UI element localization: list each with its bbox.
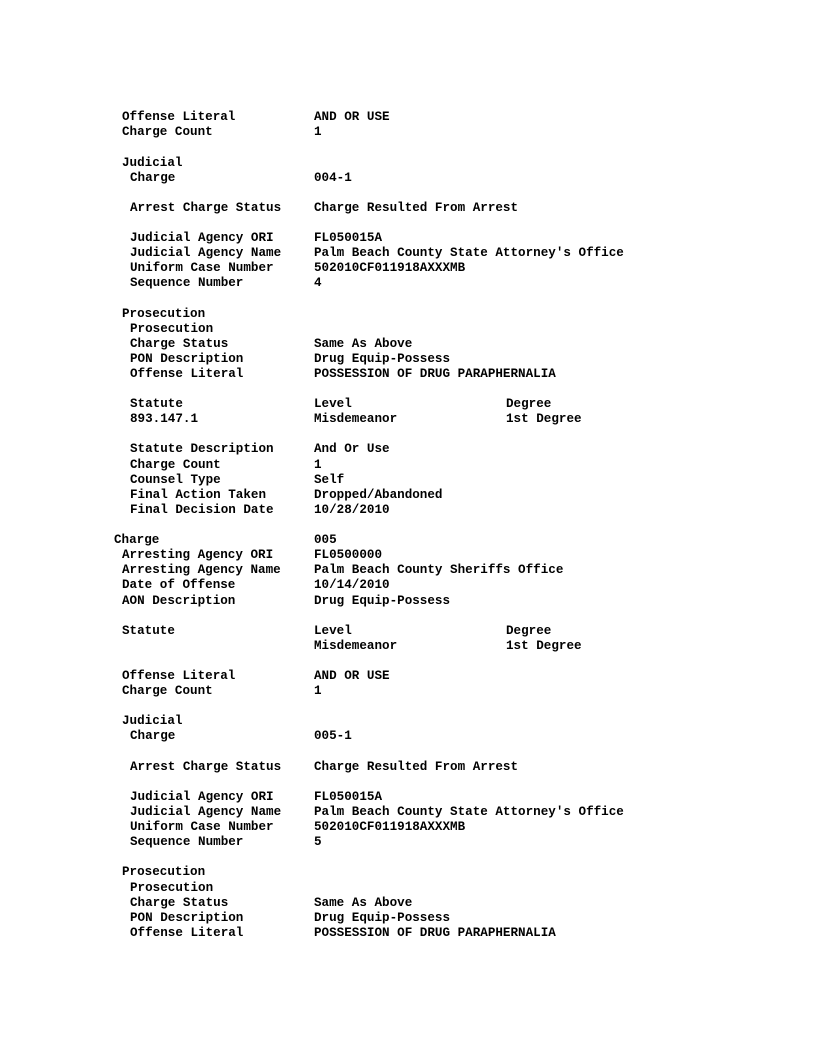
charge-005-offense-literal-value: AND OR USE — [314, 669, 390, 683]
charge-status-value: Same As Above — [314, 337, 413, 351]
charge-005-degree-value: 1st Degree — [506, 639, 582, 653]
charge-005-degree-label: Degree — [506, 624, 552, 638]
charge-005-prosecution-subheader: Prosecution — [130, 881, 214, 895]
prosecution-charge-count-label: Charge Count — [130, 458, 221, 472]
charge-005-value: 005 — [314, 533, 337, 547]
charge-005-judicial-charge-value: 005-1 — [314, 729, 352, 743]
final-decision-date-label: Final Decision Date — [130, 503, 274, 517]
judicial-agency-ori-value: FL050015A — [314, 231, 383, 245]
uniform-case-number-label: Uniform Case Number — [130, 261, 274, 275]
level-label: Level — [314, 397, 352, 411]
charge-005-judicial-agency-name-value: Palm Beach County State Attorney's Office — [314, 805, 624, 819]
final-action-taken-value: Dropped/Abandoned — [314, 488, 443, 502]
date-of-offense-value: 10/14/2010 — [314, 578, 390, 592]
prosecution-offense-literal-label: Offense Literal — [130, 367, 244, 381]
charge-005-prosecution-header: Prosecution — [122, 865, 206, 879]
charge-005-prosecution-offense-literal-label: Offense Literal — [130, 926, 244, 940]
arrest-charge-status-label: Arrest Charge Status — [130, 201, 282, 215]
charge-005-label: Charge — [114, 533, 160, 547]
prosecution-offense-literal-value: POSSESSION OF DRUG PARAPHERNALIA — [314, 367, 556, 381]
degree-value: 1st Degree — [506, 412, 582, 426]
degree-label: Degree — [506, 397, 552, 411]
statute-description-label: Statute Description — [130, 442, 274, 456]
charge-005-sequence-number-label: Sequence Number — [130, 835, 244, 849]
charge-005-arrest-charge-status-label: Arrest Charge Status — [130, 760, 282, 774]
charge-005-charge-count-value: 1 — [314, 684, 322, 698]
charge-005-judicial-agency-ori-label: Judicial Agency ORI — [130, 790, 274, 804]
charge-005-pon-description-label: PON Description — [130, 911, 244, 925]
aon-description-value: Drug Equip-Possess — [314, 594, 451, 608]
charge-005-charge-count-label: Charge Count — [122, 684, 213, 698]
charge-005-level-label: Level — [314, 624, 352, 638]
charge-status-label: Charge Status — [130, 337, 229, 351]
charge-005-uniform-case-number-value: 502010CF011918AXXXMB — [314, 820, 466, 834]
judicial-agency-name-value: Palm Beach County State Attorney's Office — [314, 246, 624, 260]
sequence-number-value: 4 — [314, 276, 322, 290]
arresting-agency-name-label: Arresting Agency Name — [122, 563, 281, 577]
pon-description-label: PON Description — [130, 352, 244, 366]
charge-count-label: Charge Count — [122, 125, 213, 139]
charge-005-prosecution-offense-literal-value: POSSESSION OF DRUG PARAPHERNALIA — [314, 926, 556, 940]
uniform-case-number-value: 502010CF011918AXXXMB — [314, 261, 466, 275]
charge-005-judicial-agency-ori-value: FL050015A — [314, 790, 383, 804]
date-of-offense-label: Date of Offense — [122, 578, 236, 592]
arresting-agency-name-value: Palm Beach County Sheriffs Office — [314, 563, 564, 577]
final-decision-date-value: 10/28/2010 — [314, 503, 390, 517]
charge-005-pon-description-value: Drug Equip-Possess — [314, 911, 451, 925]
judicial-header: Judicial — [122, 156, 183, 170]
charge-005-sequence-number-value: 5 — [314, 835, 322, 849]
final-action-taken-label: Final Action Taken — [130, 488, 267, 502]
charge-005-judicial-header: Judicial — [122, 714, 183, 728]
charge-005-judicial-agency-name-label: Judicial Agency Name — [130, 805, 282, 819]
arrest-charge-status-value: Charge Resulted From Arrest — [314, 201, 519, 215]
counsel-type-label: Counsel Type — [130, 473, 221, 487]
sequence-number-label: Sequence Number — [130, 276, 244, 290]
prosecution-subheader: Prosecution — [130, 322, 214, 336]
offense-literal-value: AND OR USE — [314, 110, 390, 124]
judicial-agency-name-label: Judicial Agency Name — [130, 246, 282, 260]
statute-value: 893.147.1 — [130, 412, 199, 426]
arresting-agency-ori-label: Arresting Agency ORI — [122, 548, 274, 562]
charge-005-charge-status-value: Same As Above — [314, 896, 413, 910]
pon-description-value: Drug Equip-Possess — [314, 352, 451, 366]
arresting-agency-ori-value: FL0500000 — [314, 548, 383, 562]
offense-literal-label: Offense Literal — [122, 110, 236, 124]
charge-005-statute-label: Statute — [122, 624, 175, 638]
judicial-charge-value: 004-1 — [314, 171, 352, 185]
judicial-agency-ori-label: Judicial Agency ORI — [130, 231, 274, 245]
statute-description-value: And Or Use — [314, 442, 390, 456]
counsel-type-value: Self — [314, 473, 345, 487]
level-value: Misdemeanor — [314, 412, 398, 426]
charge-005-level-value: Misdemeanor — [314, 639, 398, 653]
charge-005-judicial-charge-label: Charge — [130, 729, 176, 743]
charge-005-uniform-case-number-label: Uniform Case Number — [130, 820, 274, 834]
prosecution-header: Prosecution — [122, 307, 206, 321]
charge-005-arrest-charge-status-value: Charge Resulted From Arrest — [314, 760, 519, 774]
aon-description-label: AON Description — [122, 594, 236, 608]
charge-count-value: 1 — [314, 125, 322, 139]
statute-label: Statute — [130, 397, 183, 411]
judicial-charge-label: Charge — [130, 171, 176, 185]
charge-005-offense-literal-label: Offense Literal — [122, 669, 236, 683]
charge-005-charge-status-label: Charge Status — [130, 896, 229, 910]
prosecution-charge-count-value: 1 — [314, 458, 322, 472]
